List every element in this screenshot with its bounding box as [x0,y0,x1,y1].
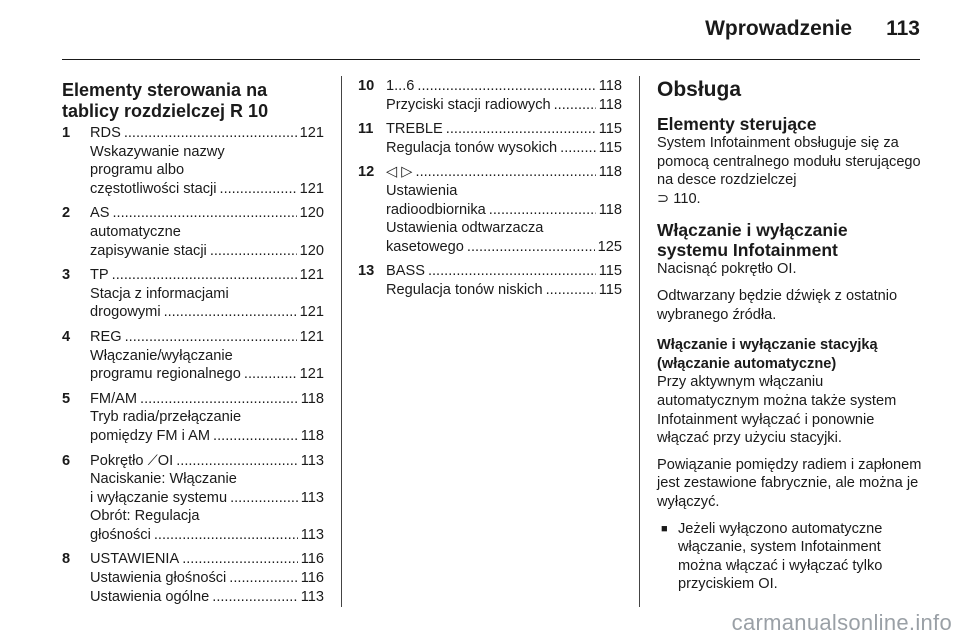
control-line [90,285,324,304]
control-line [90,470,324,489]
control-line-text: głośności [90,526,151,543]
control-line-text: Ustawienia odtwarzacza [386,220,544,237]
control-line [386,219,622,238]
control-lines [386,120,622,157]
page-number: 113 [886,17,920,40]
column-left [62,80,324,612]
control-number: 4 [62,328,71,345]
paragraph-last-source: Odtwarzany będzie dźwięk z ostatnio wybranego źródła. [657,287,898,323]
page-reference[interactable]: 113 [300,588,324,605]
leader-dots [230,489,298,508]
leader-dots [446,120,596,139]
column-right [657,78,922,594]
control-line-text: programu albo [90,162,185,179]
control-line-text: częstotliwości stacji [90,180,217,197]
control-line-text: kasetowego [386,238,464,255]
control-entry [62,124,324,198]
leader-dots [212,588,297,607]
page-reference[interactable]: 116 [300,570,324,587]
controls-list-part1 [62,124,324,606]
control-line [90,507,324,526]
control-entry [62,328,324,384]
page-reference[interactable]: 118 [598,164,622,181]
leader-dots [140,390,298,409]
control-line-text: TP [90,267,109,284]
column-divider-left [341,76,342,607]
control-number: 2 [62,205,71,222]
control-entry [358,120,622,157]
heading-ignition: Włączanie i wyłączanie stacyjką (włączanie automatyczne) [657,337,878,372]
page-reference-arrow-icon[interactable]: ⊃ [657,190,670,207]
page-reference[interactable]: 121 [299,180,324,197]
page-reference[interactable]: 120 [299,205,324,222]
page-reference[interactable]: 115 [598,139,622,156]
page-header [705,17,920,41]
control-lines [386,77,622,114]
leader-dots [546,281,596,300]
control-line-text: Regulacja tonów niskich [386,281,543,298]
leader-dots [154,526,298,545]
page-reference[interactable]: 113 [300,526,324,543]
control-number: 3 [62,267,71,284]
control-line[interactable] [90,242,324,261]
page-reference[interactable]: 120 [299,242,324,259]
control-number: 6 [62,452,71,469]
control-line-text: Wskazywanie nazwy [90,143,225,160]
control-entry [62,266,324,322]
control-line-text: BASS [386,263,425,280]
control-line[interactable] [90,588,324,607]
section-title: Elementy sterowania na tablicy rozdzielczej R 10 [62,80,269,121]
page-reference[interactable]: 118 [598,96,622,113]
control-line[interactable] [386,238,622,257]
leader-dots [112,204,296,223]
control-line[interactable] [90,489,324,508]
page-reference[interactable]: 113 [300,452,324,469]
control-lines [386,262,622,299]
bullet-text: Jeżeli wyłączono automatyczne włączanie, system Infotainment można włączać i wyłączać tylko przyciskiem OI. [678,520,883,593]
control-lines [90,204,324,260]
page-reference[interactable]: 115 [598,263,622,280]
control-line[interactable] [386,262,622,281]
leader-dots [210,242,297,261]
page-reference[interactable]: 118 [300,390,324,407]
leader-dots [489,201,596,220]
control-line-text: radioodbiornika [386,201,486,218]
bullet-square-icon: ■ [661,522,668,535]
control-line-text: automatyczne [90,223,181,240]
control-lines [90,328,324,384]
leader-dots [112,266,297,285]
control-line[interactable] [386,139,622,158]
control-line [90,143,324,162]
control-entry [358,262,622,299]
control-line-text: pomiędzy FM i AM [90,427,211,444]
control-line-text: Ustawienia ogólne [90,588,210,605]
control-line[interactable] [90,526,324,545]
paragraph-auto-on: Przy aktywnym włączaniu automatycznym można także system Infotainment wyłączać i ponownie włączać przy użyciu stacyjki. [657,374,897,447]
column-divider-right [639,76,640,607]
control-line[interactable] [90,303,324,322]
leader-dots [164,303,297,322]
control-entry [62,390,324,446]
control-entry [62,550,324,606]
page-reference[interactable]: 115 [598,281,622,298]
control-line[interactable] [90,365,324,384]
control-line[interactable] [386,281,622,300]
paragraph-controls [657,134,922,208]
control-line[interactable] [386,77,622,96]
control-line-text: Włączanie/wyłączanie [90,347,233,364]
control-line[interactable] [90,124,324,143]
control-number: 5 [62,390,71,407]
heading-obsluga: Obsługa [657,78,742,101]
control-line-text: RDS [90,125,121,141]
control-entry [62,204,324,260]
leader-dots [244,365,297,384]
control-number: 12 [358,164,375,181]
paragraph-controls-text: System Infotainment obsługuje się za pomocą centralnego modułu sterującego na desce rozdzielczej [657,135,921,189]
control-entry [358,77,622,114]
control-line-text: i wyłączanie systemu [90,489,228,506]
control-line-text: Tryb radia/przełączanie [90,409,242,426]
leader-dots [125,328,297,347]
control-line-text: Przyciski stacji radiowych [386,96,551,113]
page-reference[interactable]: 118 [300,427,324,444]
control-line[interactable] [90,180,324,199]
control-line-text: ◁ ▷ [386,164,413,181]
paragraph-factory-link: Powiązanie pomiędzy radiem i zapłonem jest zestawione fabrycznie, ale można je wyłączyć. [657,456,922,510]
leader-dots [124,124,297,143]
control-lines [90,550,324,606]
control-line-text: TREBLE [386,121,443,138]
control-line[interactable] [90,390,324,409]
control-entry [62,452,324,545]
page-reference[interactable]: 121 [299,366,324,383]
control-number: 11 [358,121,374,138]
control-line[interactable] [90,266,324,285]
heading-on-off: Włączanie i wyłączanie systemu Infotainment [657,220,848,261]
header-rule [62,59,920,60]
control-line [386,182,622,201]
bullet-item [657,520,922,594]
control-line [90,161,324,180]
leader-dots [560,139,596,158]
control-line-text: REG [90,328,122,345]
control-line[interactable] [386,96,622,115]
page-reference[interactable]: 125 [597,238,622,255]
paragraph-press-knob: Nacisnąć pokrętło OI. [657,261,797,278]
page-reference[interactable]: 118 [598,78,622,94]
control-line[interactable] [90,427,324,446]
control-line-text: USTAWIENIA [90,551,180,568]
control-line[interactable] [386,120,622,139]
control-line [90,223,324,242]
leader-dots [417,77,595,96]
control-line[interactable] [90,550,324,569]
control-line-text: 1...6 [386,78,415,94]
controls-list-part2 [358,77,622,300]
leader-dots [229,569,297,588]
control-lines [90,124,324,198]
control-number: 13 [358,263,375,280]
column-middle [358,77,622,306]
control-line[interactable] [90,204,324,223]
control-line [90,408,324,427]
control-line-text: programu regionalnego [90,366,241,383]
control-line-text: Obrót: Regulacja [90,508,200,525]
control-line-text: Pokrętło ⟋OI [90,452,174,469]
control-line[interactable] [386,163,622,182]
control-line[interactable] [386,201,622,220]
leader-dots [182,550,298,569]
control-entry [358,163,622,256]
page-reference[interactable]: 121 [299,304,324,321]
leader-dots [213,427,298,446]
control-number: 10 [358,78,375,94]
control-lines [386,163,622,256]
control-line-text: Ustawienia głośności [90,570,227,587]
leader-dots [220,180,297,199]
control-lines [90,266,324,322]
control-line-text: AS [90,205,110,222]
control-lines [90,452,324,545]
leader-dots [416,163,596,182]
control-number: 1 [62,125,71,141]
page-reference[interactable]: 113 [300,489,324,506]
watermark: carmanualsonline.info [731,610,952,635]
control-line-text: FM/AM [90,390,138,407]
control-line [90,347,324,366]
control-line-text: zapisywanie stacji [90,242,207,259]
leader-dots [176,452,298,471]
heading-elementy-sterujace: Elementy sterujące [657,114,817,134]
page-reference[interactable]: 121 [299,125,324,141]
control-line-text: Stacja z informacjami [90,285,229,302]
leader-dots [428,262,596,281]
page-reference[interactable]: 121 [299,267,324,284]
page-reference[interactable]: 115 [598,121,622,138]
leader-dots [554,96,596,115]
control-lines [90,390,324,446]
control-line[interactable] [90,569,324,588]
control-line-text: Ustawienia [386,182,458,199]
control-line[interactable] [90,328,324,347]
control-line-text: Regulacja tonów wysokich [386,139,558,156]
control-line[interactable] [90,452,324,471]
page-reference[interactable]: 121 [299,328,324,345]
leader-dots [467,238,595,257]
control-line-text: drogowymi [90,304,161,321]
page-reference[interactable]: 110. [673,190,701,207]
page-reference[interactable]: 116 [300,551,324,568]
header-title: Wprowadzenie [705,17,853,40]
control-number: 8 [62,551,71,568]
page-reference[interactable]: 118 [598,201,622,218]
control-line-text: Naciskanie: Włączanie [90,471,237,488]
